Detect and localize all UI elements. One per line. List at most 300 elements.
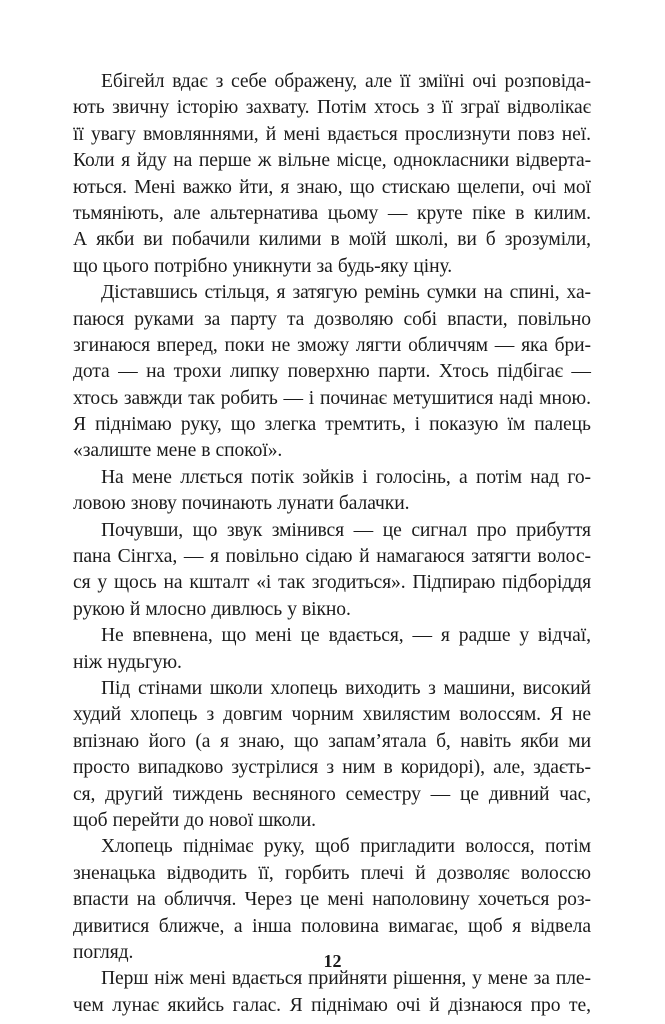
word: ллється (180, 466, 243, 488)
text-line (73, 201, 591, 227)
word: й (359, 546, 370, 568)
word: злегка (264, 414, 317, 436)
word: побачили (171, 229, 250, 251)
word: на (136, 889, 156, 911)
word: якийсь (167, 994, 225, 1016)
word: дозволяє (436, 862, 510, 884)
word: завжди (123, 387, 183, 409)
word: Діставшись (101, 282, 198, 304)
word: з (326, 757, 335, 779)
word: я (512, 915, 522, 937)
word: знову (130, 493, 177, 515)
word: (а (195, 730, 211, 752)
word: млосно (145, 598, 207, 620)
word: Через (244, 889, 292, 911)
word: дивний (488, 783, 550, 805)
word: плечі (360, 862, 404, 884)
word: високий (522, 677, 591, 699)
word: вперед, (156, 334, 218, 356)
word: волоссям. (459, 704, 541, 726)
word: й (415, 862, 426, 884)
word: ми (568, 730, 591, 752)
text-line (73, 465, 591, 491)
word: намагаюся (376, 546, 465, 568)
word: впізнаю (73, 730, 140, 752)
word: мене (487, 968, 528, 990)
word: піднімаю (311, 994, 388, 1016)
word: худий (73, 704, 122, 726)
word: відводить (166, 862, 247, 884)
word: й (129, 598, 141, 620)
word: її, (258, 862, 274, 884)
word: щоб (315, 836, 350, 858)
word: звичну (112, 97, 170, 119)
word: Хтось (438, 361, 489, 383)
word: в (201, 440, 211, 462)
word: а (233, 915, 243, 937)
word: руками (134, 308, 194, 330)
word: волоссю (520, 862, 591, 884)
word: парти. (378, 361, 431, 383)
word: Хлопець (101, 836, 173, 858)
word: — (571, 361, 591, 383)
word: обличчям (408, 334, 488, 356)
text-line (73, 359, 591, 385)
word: запам’ятала (328, 730, 427, 752)
word: відчаї, (538, 625, 591, 647)
word: і (308, 387, 315, 409)
word: килими (258, 229, 322, 251)
word: уникнути (232, 255, 312, 277)
text-line (73, 227, 591, 253)
word: здаєть- (533, 757, 591, 779)
text-line (73, 861, 591, 887)
word: не (572, 704, 591, 726)
word: відволікає (507, 97, 591, 119)
word: Я (289, 994, 303, 1016)
paragraph (73, 69, 591, 280)
word: очі (531, 176, 557, 198)
word: школи. (258, 809, 316, 831)
paragraph (73, 518, 591, 624)
word: його (148, 730, 186, 752)
word: трохи (173, 361, 222, 383)
word: яка (521, 334, 548, 356)
word: поверхню (287, 361, 370, 383)
word: я (219, 730, 229, 752)
word: мене (156, 440, 197, 462)
word: з (206, 704, 215, 726)
text-line (73, 386, 591, 412)
word: показую (429, 414, 499, 436)
word: відвела (530, 915, 591, 937)
text-line (73, 518, 591, 544)
word: руку, (263, 836, 305, 858)
word: та (286, 308, 305, 330)
word: нудьгую. (107, 651, 182, 673)
word: «залиште (73, 440, 152, 462)
word: горбить (285, 862, 350, 884)
word: ж (257, 150, 272, 172)
word: мені (283, 123, 321, 145)
word: в (330, 229, 340, 251)
text-line (73, 333, 591, 359)
word: вмовляннями, (143, 123, 259, 145)
word: перейти (112, 809, 180, 831)
word: випадково (137, 757, 224, 779)
word: у (519, 625, 530, 647)
word: потім (475, 466, 522, 488)
word: обличчя. (163, 889, 237, 911)
word: ха- (566, 282, 591, 304)
word: нової (208, 809, 254, 831)
word: зграї (460, 97, 500, 119)
text-line (73, 914, 591, 940)
word: а (459, 466, 468, 488)
word: піднімаю (95, 414, 172, 436)
word: зойків (302, 466, 354, 488)
word: тьмяніють, (73, 202, 164, 224)
word: повільно (517, 308, 591, 330)
text-line (73, 570, 591, 596)
word: балачки. (338, 493, 410, 515)
word: Я (73, 414, 86, 436)
word: кшталт (189, 572, 250, 594)
word: я (276, 282, 286, 304)
word: її (73, 123, 84, 145)
word: ловою (73, 493, 126, 515)
word: радше (458, 625, 511, 647)
word: до (184, 809, 204, 831)
word: звук (226, 519, 263, 541)
word: мої (563, 176, 591, 198)
word: важко (182, 176, 232, 198)
text-line (73, 544, 591, 570)
word: виходить (345, 677, 421, 699)
word: що (349, 176, 375, 198)
word: галас. (232, 994, 281, 1016)
word: половина (301, 915, 379, 937)
word: на (146, 361, 166, 383)
word: ним (342, 757, 376, 779)
word: круте (417, 202, 463, 224)
word: я (440, 625, 450, 647)
word: з (426, 97, 435, 119)
word: хочеться (477, 889, 550, 911)
word: вдається (327, 123, 398, 145)
word: ремінь (364, 282, 420, 304)
word: — (118, 361, 138, 383)
word: мене (131, 466, 172, 488)
word: що (221, 625, 247, 647)
word: цього (102, 255, 149, 277)
word: це (300, 625, 320, 647)
word: її (399, 71, 411, 92)
word: ніж (73, 651, 103, 673)
word: будь-яку (337, 255, 409, 277)
word: я (280, 176, 290, 198)
word: дозволяю (314, 308, 394, 330)
word: з (428, 677, 436, 699)
word: робить (220, 387, 278, 409)
word: себе (231, 71, 267, 92)
word: з (215, 71, 224, 92)
word: дізнаюся (448, 994, 523, 1016)
word: щелепи, (457, 176, 525, 198)
word: — (283, 387, 303, 409)
word: затягти (471, 546, 531, 568)
text-line (73, 782, 591, 808)
word: тремтить, (325, 414, 406, 436)
word: спокої». (215, 440, 283, 462)
word: мені (327, 889, 364, 911)
word: вільне (277, 150, 330, 172)
word: метушитися (392, 387, 494, 409)
word: хлопець (270, 677, 338, 699)
word: Потім (316, 97, 367, 119)
word: щоб (467, 915, 503, 937)
word: прибуття (516, 519, 591, 541)
word: наді (499, 387, 534, 409)
word: ся, (73, 783, 96, 805)
word: ють (73, 97, 105, 119)
text-line (73, 175, 591, 201)
paragraph (73, 465, 591, 518)
word: й (265, 123, 277, 145)
word: пана (73, 546, 111, 568)
word: наполовину (372, 889, 470, 911)
word: — (430, 783, 451, 805)
word: дивитися (73, 915, 150, 937)
word: — (412, 625, 433, 647)
word: сигнал (411, 519, 468, 541)
word: мені (189, 968, 227, 990)
body-text (73, 69, 591, 1019)
word: лунати (277, 493, 334, 515)
word: килим. (534, 202, 591, 224)
word: підбігає (497, 361, 563, 383)
word: щось (113, 572, 157, 594)
word: б (485, 229, 496, 251)
word: липку (229, 361, 280, 383)
word: починає (319, 387, 387, 409)
word: однокласники (393, 150, 510, 172)
word: дота (73, 361, 110, 383)
word: потрібно (153, 255, 228, 277)
word: розповіда- (504, 71, 591, 92)
word: — (353, 519, 374, 541)
word: На (101, 466, 124, 488)
word: роз- (557, 889, 591, 911)
text-line (73, 491, 591, 517)
word: йти, (239, 176, 274, 198)
word: йду (136, 150, 167, 172)
word: але (173, 202, 201, 224)
word: — (183, 546, 204, 568)
word: хлопець (130, 704, 198, 726)
word: за (533, 968, 550, 990)
word: впасти (73, 889, 129, 911)
word: спині, (509, 282, 560, 304)
word: ся (73, 572, 91, 594)
word: і (362, 466, 368, 488)
word: але, (493, 757, 525, 779)
word: так (188, 387, 215, 409)
word: на (483, 282, 503, 304)
text-line (73, 676, 591, 702)
text-line (73, 597, 591, 623)
word: так (278, 572, 305, 594)
word: це (382, 519, 402, 541)
text-line (73, 280, 591, 306)
text-line (73, 307, 591, 333)
word: вдається, (328, 625, 404, 647)
word: піднімає (183, 836, 254, 858)
word: що (230, 414, 256, 436)
word: мною. (539, 387, 591, 409)
word: лягти (355, 334, 402, 356)
word: це (300, 889, 320, 911)
word: й (429, 994, 440, 1016)
word: на (173, 150, 193, 172)
word: знаю, (296, 176, 343, 198)
word: місце, (336, 150, 387, 172)
word: повз (517, 123, 555, 145)
word: на (163, 572, 183, 594)
word: про (476, 519, 507, 541)
word: Підпираю (412, 572, 496, 594)
word: у (287, 598, 297, 620)
word: школі, (395, 229, 449, 251)
word: стискаю (381, 176, 451, 198)
word: ніж (154, 968, 184, 990)
word: бри- (554, 334, 591, 356)
word: просто (73, 757, 130, 779)
text-line (73, 729, 591, 755)
word: у (472, 968, 482, 990)
word: — (494, 334, 515, 356)
word: прийняти (308, 968, 388, 990)
word: моїй (348, 229, 387, 251)
text-line (73, 993, 591, 1019)
word: «і (256, 572, 272, 594)
word: весняного (252, 783, 336, 805)
word: вимагає, (388, 915, 459, 937)
word: захвату. (245, 97, 310, 119)
word: собі (403, 308, 437, 330)
paragraph (73, 676, 591, 834)
word: за (316, 255, 333, 277)
paragraph (73, 834, 591, 966)
word: очі (396, 994, 421, 1016)
word: А (73, 229, 88, 251)
word: ближче, (158, 915, 225, 937)
word: чем (73, 994, 104, 1016)
paragraph (73, 280, 591, 465)
word: зненацька (73, 862, 156, 884)
word: у (97, 572, 108, 594)
word: знаю, (238, 730, 285, 752)
word: впасти, (447, 308, 508, 330)
text-line (73, 808, 591, 834)
word: волос- (537, 546, 591, 568)
word: перше (198, 150, 252, 172)
word: вдає (172, 71, 208, 92)
word: чорним (291, 704, 354, 726)
word: історію (176, 97, 239, 119)
word: за (203, 308, 221, 330)
word: ви (457, 229, 477, 251)
paragraph (73, 623, 591, 676)
word: не (271, 334, 291, 356)
word: зрозуміли, (504, 229, 591, 251)
word: школи (209, 677, 263, 699)
word: згинаюся (73, 334, 150, 356)
text-line (73, 412, 591, 438)
word: це (460, 783, 479, 805)
text-line (73, 623, 591, 649)
word: альтернатива (209, 202, 319, 224)
word: хвилястим (362, 704, 451, 726)
word: їм (507, 414, 526, 436)
word: Коли (73, 150, 115, 172)
word: тиждень (172, 783, 243, 805)
word: палець (534, 414, 591, 436)
word: і (414, 414, 420, 436)
word: Перш (101, 968, 149, 990)
word: ви (143, 229, 163, 251)
text-line (73, 887, 591, 913)
text-line (73, 834, 591, 860)
word: семестру (345, 783, 421, 805)
word: — (387, 202, 408, 224)
text-line (73, 755, 591, 781)
word: щоб (73, 809, 108, 831)
word: довгим (223, 704, 283, 726)
word: навіть (460, 730, 512, 752)
text-line (73, 702, 591, 728)
word: зміїні (418, 71, 465, 92)
word: дивлюсь (211, 598, 283, 620)
word: Мені (134, 176, 176, 198)
text-line (73, 95, 591, 121)
word: починають (181, 493, 273, 515)
page-number: 12 (323, 951, 342, 971)
word: неї. (561, 123, 591, 145)
word: інша (252, 915, 292, 937)
word: сідаю (305, 546, 353, 568)
word: зустрілися (231, 757, 319, 779)
word: увагу (90, 123, 136, 145)
word: в (515, 202, 525, 224)
word: рішення, (393, 968, 467, 990)
word: Я (549, 704, 563, 726)
text-line (73, 122, 591, 148)
word: потік (251, 466, 295, 488)
word: б, (436, 730, 451, 752)
word: хтось (73, 387, 119, 409)
word: над (530, 466, 560, 488)
word: парту (230, 308, 277, 330)
word: стінами (137, 677, 203, 699)
word: сумки (426, 282, 477, 304)
word: голосінь, (375, 466, 451, 488)
word: потім (544, 836, 591, 858)
word: Не (101, 625, 124, 647)
word: згодиться». (311, 572, 406, 594)
word: очі (472, 71, 497, 92)
word: піке (472, 202, 506, 224)
